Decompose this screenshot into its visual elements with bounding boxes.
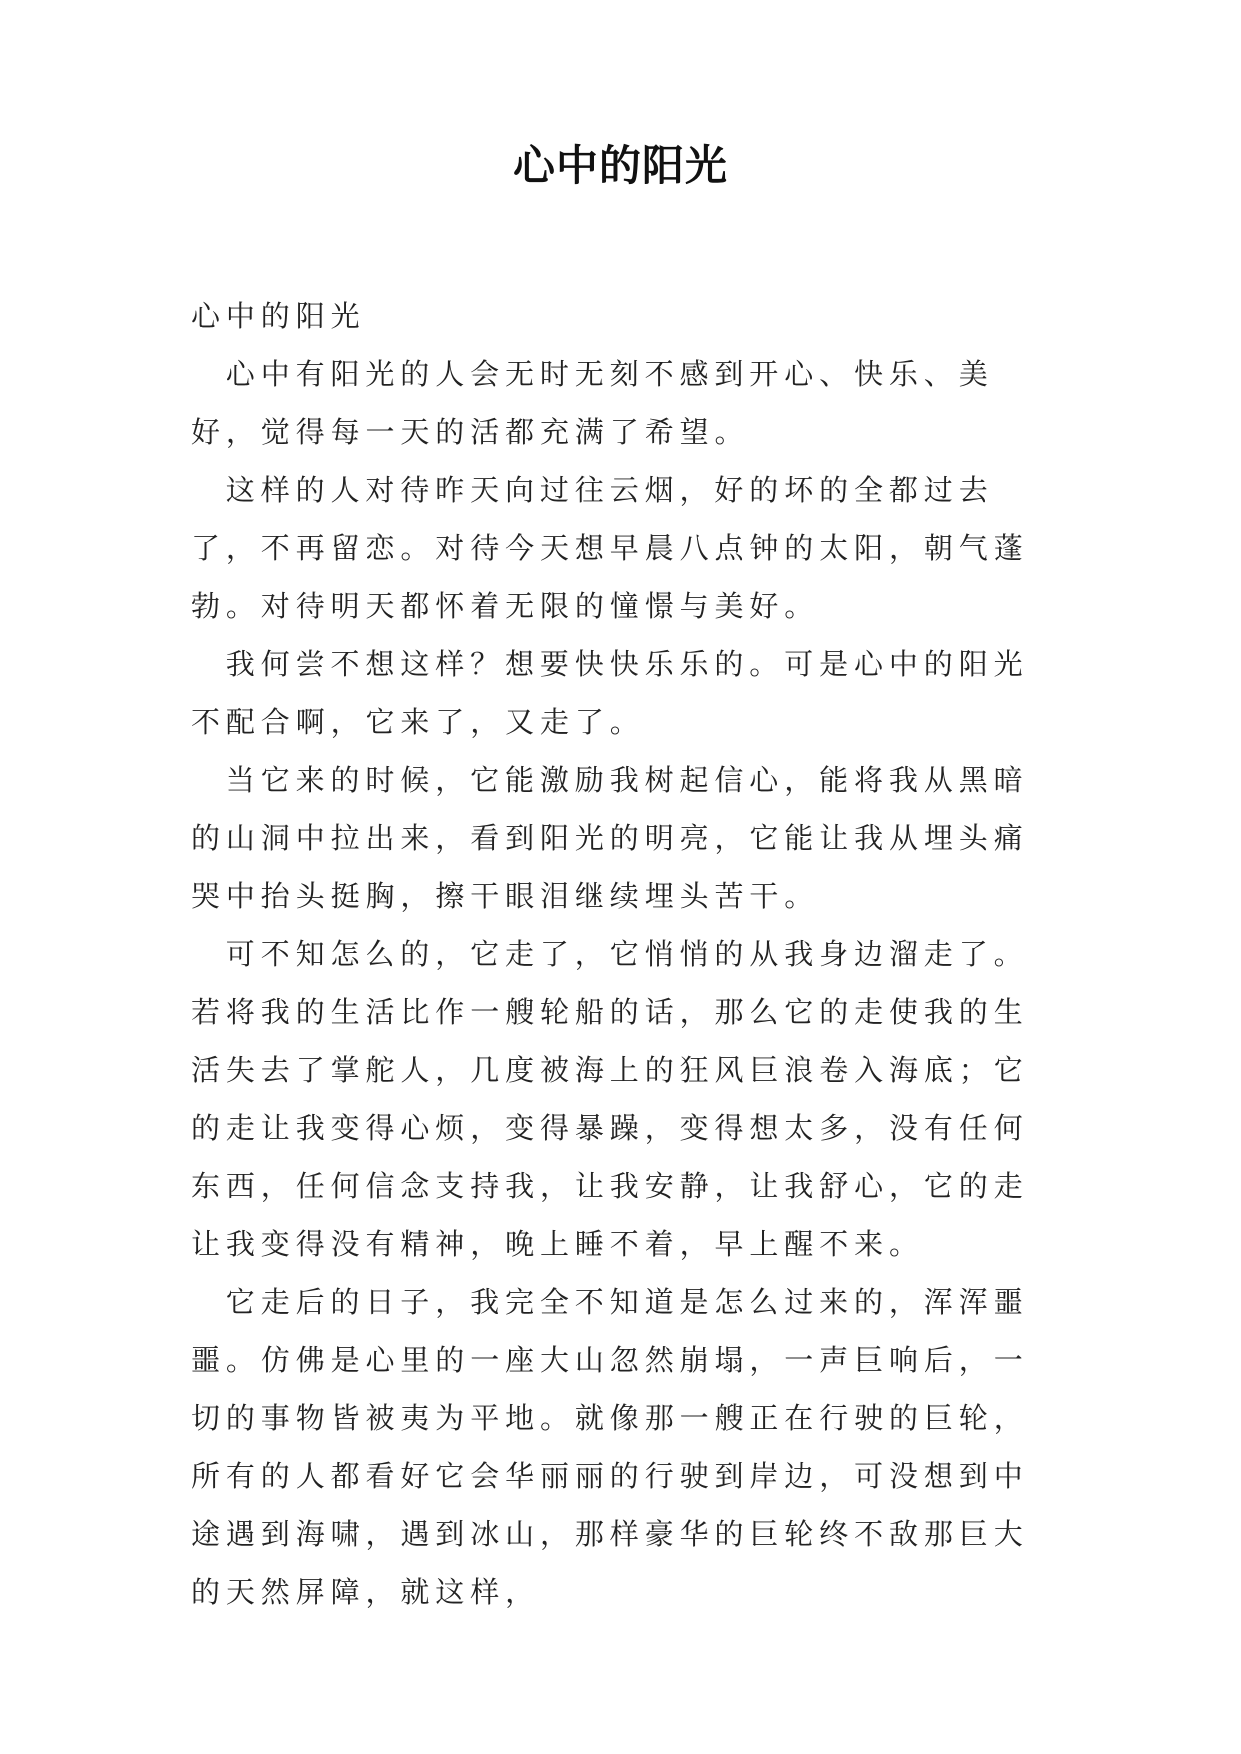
document-body <box>191 287 1057 1621</box>
paragraph: 心中有阳光的人会无时无刻不感到开心、快乐、美好，觉得每一天的活都充满了希望。 <box>191 357 994 449</box>
paragraph: 我何尝不想这样？想要快快乐乐的。可是心中的阳光不配合啊，它来了，又走了。 <box>191 647 1029 739</box>
document-subtitle: 心中的阳光 <box>191 299 366 333</box>
paragraph: 可不知怎么的，它走了，它悄悄的从我身边溜走了。若将我的生活比作一艘轮船的话，那么它的走使我的生活失去了掌舵人，几度被海上的狂风巨浪卷入海底；它的走让我变得心烦，变得暴躁，变得想太多，没有任何东西，任何信念支持我，让我安静，让我舒心，它的走让我变得没有精神，晚上睡不着，早上醒不来。 <box>191 937 1029 1261</box>
paragraph: 当它来的时候，它能激励我树起信心，能将我从黑暗的山洞中拉出来，看到阳光的明亮，它能让我从埋头痛哭中抬头挺胸，擦干眼泪继续埋头苦干。 <box>191 763 1029 913</box>
document-title: 心中的阳光 <box>512 141 728 190</box>
paragraph: 它走后的日子，我完全不知道是怎么过来的，浑浑噩噩。仿佛是心里的一座大山忽然崩塌，一声巨响后，一切的事物皆被夷为平地。就像那一艘正在行驶的巨轮，所有的人都看好它会华丽丽的行驶到岸边，可没想到中途遇到海啸，遇到冰山，那样豪华的巨轮终不敌那巨大的天然屏障，就这样， <box>191 1285 1029 1609</box>
paragraph: 这样的人对待昨天向过往云烟，好的坏的全都过去了，不再留恋。对待今天想早晨八点钟的太阳，朝气蓬勃。对待明天都怀着无限的憧憬与美好。 <box>191 473 1029 623</box>
